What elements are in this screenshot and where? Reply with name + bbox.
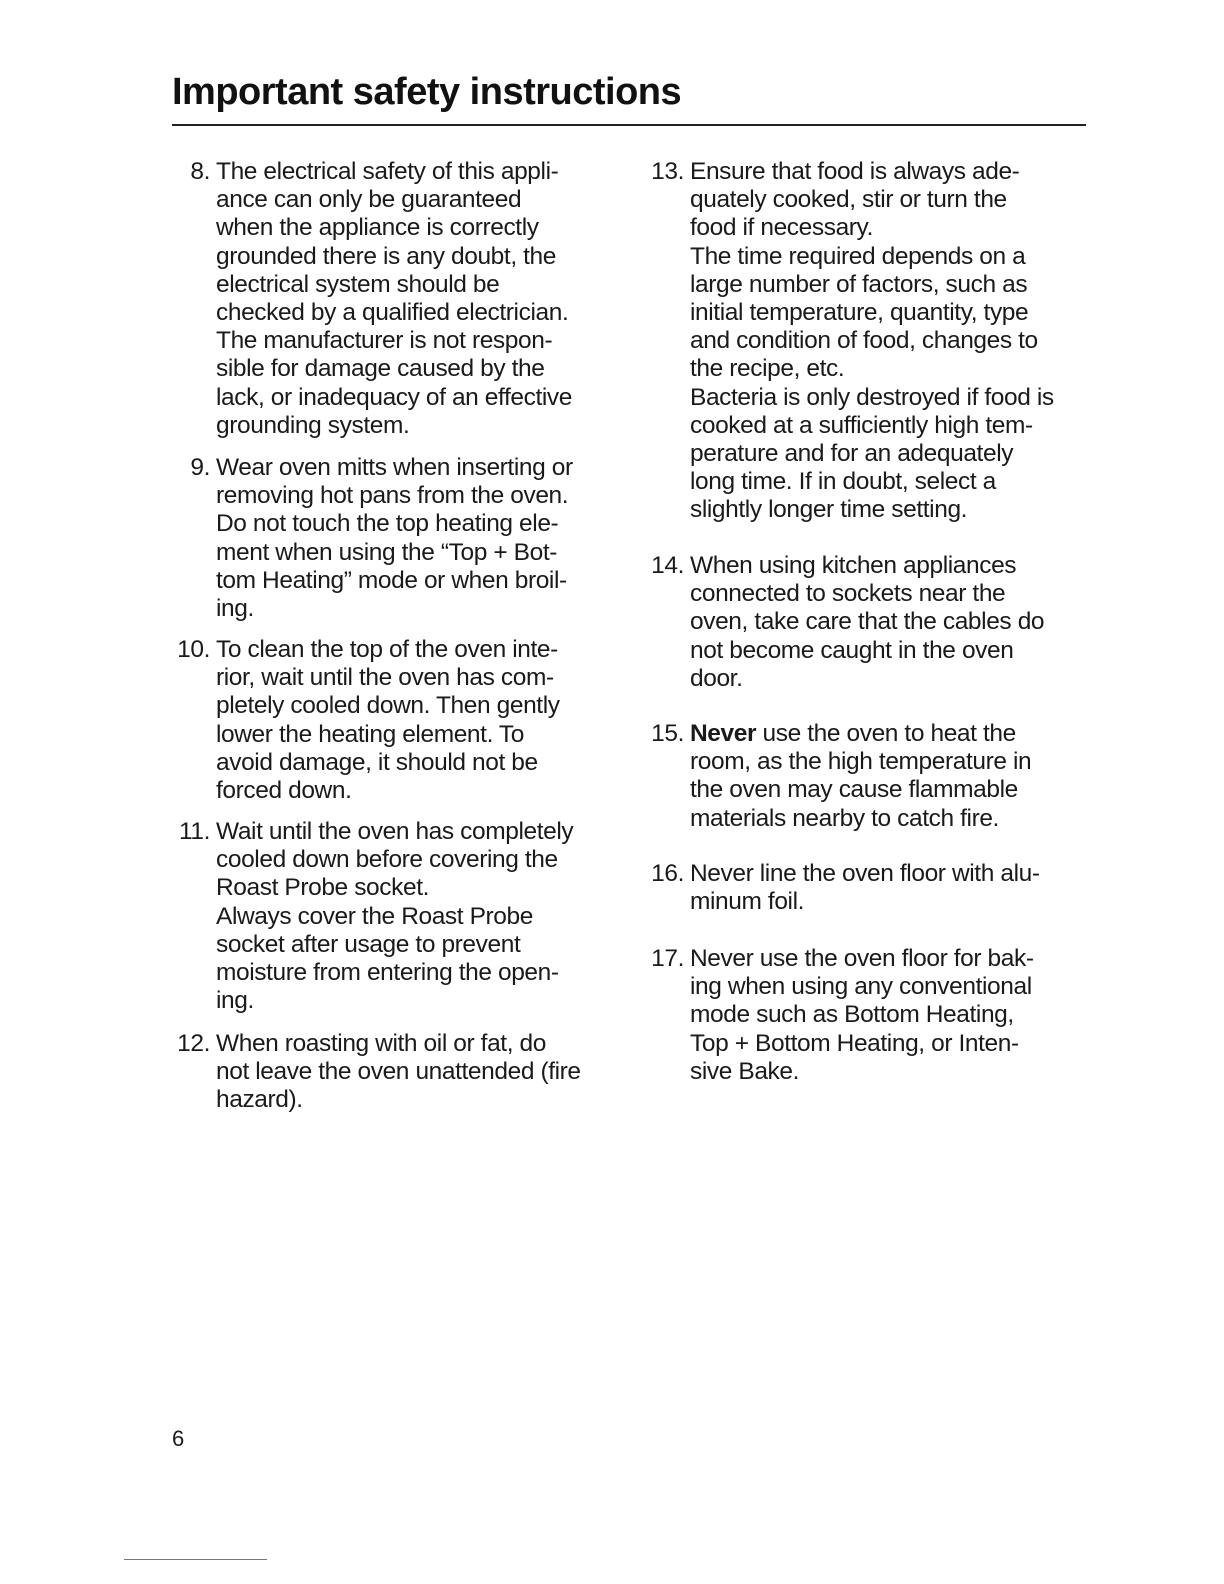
instruction-line: ing. xyxy=(216,595,254,623)
instruction-line: minum foil. xyxy=(690,888,805,916)
instruction-number: 8. xyxy=(190,158,210,185)
instruction-line: ing. xyxy=(216,987,254,1015)
instruction-line: removing hot pans from the oven. xyxy=(216,482,569,510)
instruction-line: connected to sockets near the xyxy=(690,580,1006,608)
instruction-line: oven, take care that the cables do xyxy=(690,608,1045,636)
instruction-line: cooled down before covering the xyxy=(216,846,558,874)
instruction-line: ing when using any conventional xyxy=(690,973,1032,1001)
instruction-line: avoid damage, it should not be xyxy=(216,748,538,776)
instruction-line: The manufacturer is not respon- xyxy=(216,327,553,355)
instruction-number: 13. xyxy=(651,158,684,185)
instruction-line: door. xyxy=(690,664,743,692)
instruction-line: long time. If in doubt, select a xyxy=(690,468,996,496)
instruction-line: socket after usage to prevent xyxy=(216,930,521,958)
instruction-item xyxy=(646,552,1140,693)
instruction-line: forced down. xyxy=(216,777,352,805)
instruction-item xyxy=(172,454,666,623)
instruction-line: the recipe, etc. xyxy=(690,355,845,383)
instruction-item xyxy=(172,636,666,805)
bottom-divider xyxy=(124,1559,267,1560)
instruction-line: perature and for an adequately xyxy=(690,440,1014,468)
instruction-line: Never use the oven floor for bak- xyxy=(690,945,1034,972)
instruction-line: Bacteria is only destroyed if food is xyxy=(690,383,1054,411)
instruction-item xyxy=(172,158,666,440)
instruction-item xyxy=(172,1030,666,1115)
instruction-line: ance can only be guaranteed xyxy=(216,186,522,214)
instruction-line: large number of factors, such as xyxy=(690,270,1028,298)
instruction-line-rest: use the oven to heat the xyxy=(756,720,1016,747)
page-title: Important safety instructions xyxy=(172,71,682,113)
instruction-line: the oven may cause flammable xyxy=(690,776,1018,804)
page-number: 6 xyxy=(172,1426,185,1451)
instruction-emphasis: Never xyxy=(690,720,757,747)
instruction-line: When roasting with oil or fat, do xyxy=(216,1030,546,1057)
instruction-line: sive Bake. xyxy=(690,1057,800,1085)
instruction-number: 10. xyxy=(177,636,210,663)
instruction-line: rior, wait until the oven has com- xyxy=(216,664,554,692)
instruction-line: initial temperature, quantity, type xyxy=(690,299,1029,327)
instruction-line: moisture from entering the open- xyxy=(216,959,559,987)
instruction-line: Wear oven mitts when inserting or xyxy=(216,454,573,481)
instruction-number: 9. xyxy=(190,454,210,481)
instruction-line: pletely cooled down. Then gently xyxy=(216,692,560,720)
instruction-line: Roast Probe socket. xyxy=(216,874,430,902)
instruction-line: quately cooked, stir or turn the xyxy=(690,186,1007,214)
title-divider xyxy=(172,124,1086,126)
instruction-line: Never line the oven floor with alu- xyxy=(690,860,1040,887)
instruction-line: The electrical safety of this appli- xyxy=(216,158,559,185)
instruction-number: 17. xyxy=(651,945,684,972)
instruction-line: Always cover the Roast Probe xyxy=(216,902,533,930)
instruction-item xyxy=(646,158,1140,525)
instruction-line: lower the heating element. To xyxy=(216,720,525,748)
instruction-line: To clean the top of the oven inte- xyxy=(216,636,558,663)
instruction-number: 14. xyxy=(651,552,684,579)
instruction-item xyxy=(646,945,1140,1086)
instruction-line: Do not touch the top heating ele- xyxy=(216,510,559,538)
instruction-line: mode such as Bottom Heating, xyxy=(690,1001,1014,1029)
instruction-line: checked by a qualified electrician. xyxy=(216,299,569,327)
instruction-line: grounded there is any doubt, the xyxy=(216,242,556,270)
instruction-line: slightly longer time setting. xyxy=(690,496,968,524)
instruction-number: 12. xyxy=(177,1030,210,1057)
instruction-line: ment when using the “Top + Bot- xyxy=(216,538,558,566)
instruction-line xyxy=(690,720,1140,748)
instruction-line: electrical system should be xyxy=(216,270,500,298)
instruction-line: The time required depends on a xyxy=(690,242,1026,270)
instruction-item xyxy=(172,818,666,1015)
instruction-line: food if necessary. xyxy=(690,214,873,242)
instruction-line: Top + Bottom Heating, or Inten- xyxy=(690,1029,1019,1057)
instruction-line: room, as the high temperature in xyxy=(690,748,1032,776)
instruction-item xyxy=(646,860,1140,916)
instruction-line: Wait until the oven has completely xyxy=(216,818,574,845)
instruction-line: materials nearby to catch fire. xyxy=(690,804,999,832)
instruction-line: sible for damage caused by the xyxy=(216,355,545,383)
instruction-line: grounding system. xyxy=(216,411,410,439)
instruction-line: and condition of food, changes to xyxy=(690,327,1038,355)
instruction-line: cooked at a sufficiently high tem- xyxy=(690,411,1033,439)
instruction-line: lack, or inadequacy of an effective xyxy=(216,383,573,411)
instruction-line: When using kitchen appliances xyxy=(690,552,1017,579)
instruction-line: not become caught in the oven xyxy=(690,636,1014,664)
instruction-line: tom Heating” mode or when broil- xyxy=(216,566,567,594)
instruction-number: 16. xyxy=(651,860,684,887)
instruction-number: 11. xyxy=(178,818,210,845)
instruction-line: Ensure that food is always ade- xyxy=(690,158,1020,185)
instruction-line: not leave the oven unattended (fire xyxy=(216,1058,581,1086)
instruction-line: hazard). xyxy=(216,1086,303,1114)
instruction-item xyxy=(646,720,1140,833)
instruction-line: when the appliance is correctly xyxy=(216,214,539,242)
instruction-number: 15. xyxy=(651,720,684,747)
